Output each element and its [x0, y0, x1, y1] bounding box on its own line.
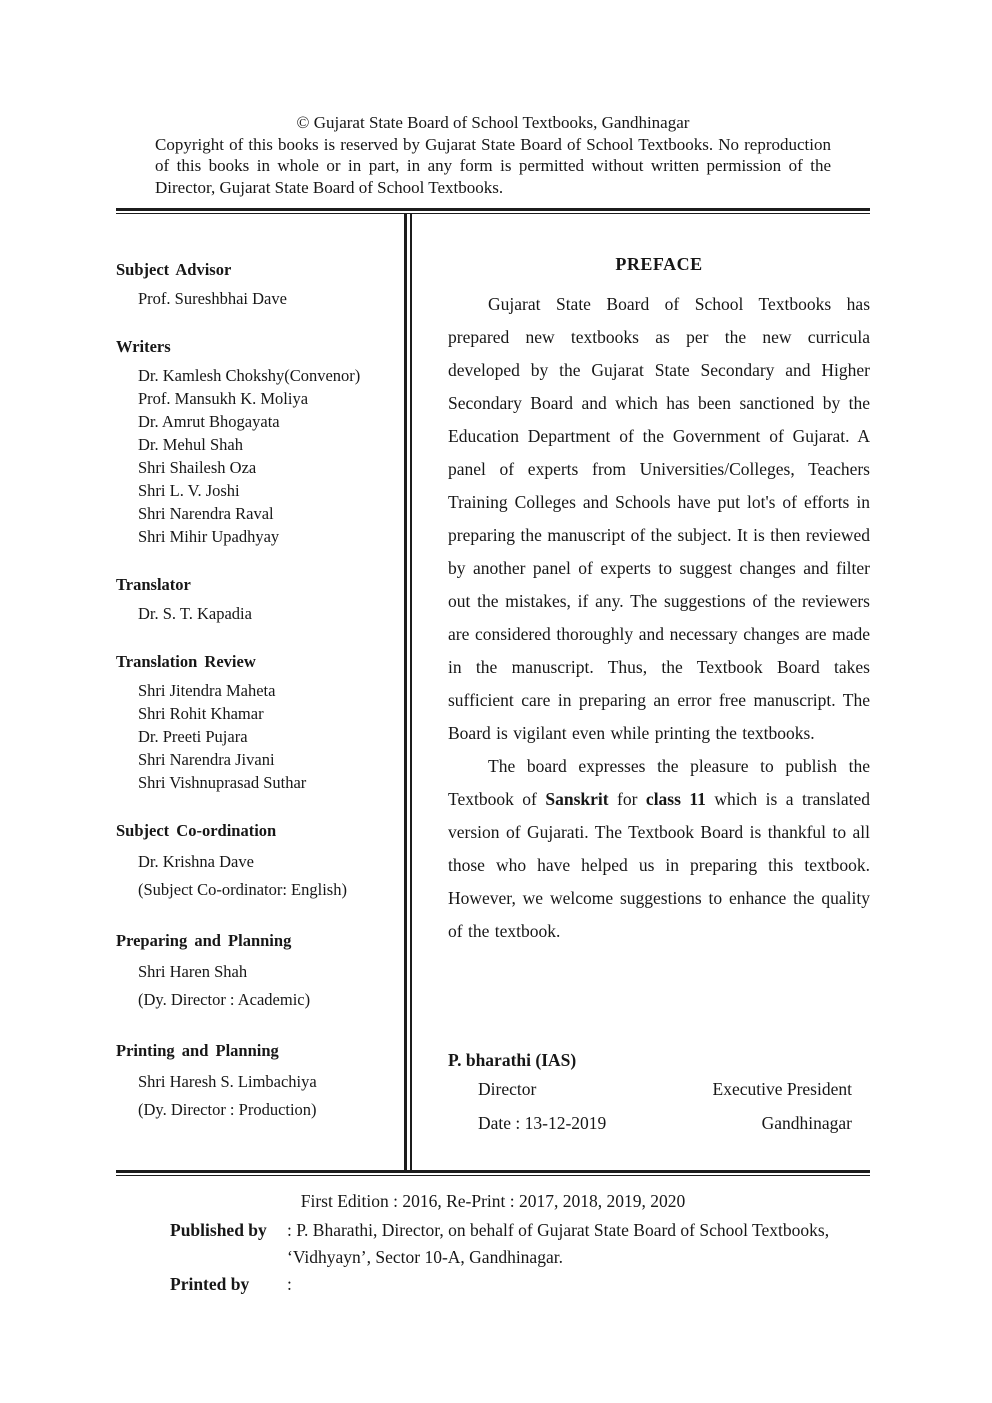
- section-translation-review: [116, 652, 400, 794]
- signature-place: Gandhinagar: [761, 1113, 852, 1133]
- section-heading: Printing and Planning: [116, 1041, 279, 1060]
- credit-item: Shri Mihir Upadhyay: [138, 527, 280, 546]
- executive-president-label: Executive President: [712, 1079, 852, 1099]
- signature-date: [448, 1107, 606, 1139]
- date-value: 13-12-2019: [524, 1113, 607, 1133]
- credit-item: (Subject Co-ordinator: English): [138, 880, 347, 899]
- preface-column: [412, 214, 870, 1170]
- credit-item: Shri Shailesh Oza: [138, 458, 257, 477]
- preface-paragraph-1: Gujarat State Board of School Textbooks has prepared new textbooks as per the new curricula developed by the Gujarat State Secondary and Higher Secondary Board and which has been sanctioned by the Education Department of the Government of Gujarat. A panel of experts from Universities/Colleges, Teachers Training Colleges and Schools have put lot's of efforts in preparing the manuscript of the subject. It is then reviewed by another panel of experts to suggest changes and filter out the mistakes, if any. The suggestions of the reviewers are considered thoroughly and necessary changes are made in the manuscript. Thus, the Textbook Board takes sufficient care in preparing an error free manuscript. The Board is vigilant even while printing the textbooks.: [448, 294, 870, 743]
- section-heading: Preparing and Planning: [116, 931, 292, 950]
- section-heading: Subject Co-ordination: [116, 821, 277, 840]
- signatory-name: P. bharathi (IAS): [448, 1050, 577, 1070]
- section-heading: Translator: [116, 575, 191, 594]
- credit-item: Dr. Amrut Bhogayata: [138, 412, 280, 431]
- section-printing-planning: [116, 1041, 400, 1124]
- credit-item: Dr. S. T. Kapadia: [138, 604, 252, 623]
- credit-item: Shri Narendra Raval: [138, 504, 274, 523]
- credit-item: Shri Jitendra Maheta: [138, 681, 276, 700]
- credit-item: (Dy. Director : Production): [138, 1100, 317, 1119]
- published-by-label: Published by: [170, 1220, 267, 1240]
- credit-item: Shri Haren Shah: [138, 962, 248, 981]
- signature-date-row: [448, 1107, 870, 1139]
- signature-roles-row: [448, 1073, 870, 1105]
- main-columns: [116, 214, 870, 1170]
- section-heading: Writers: [116, 337, 171, 356]
- credit-item: Prof. Mansukh K. Moliya: [138, 389, 309, 408]
- copyright-title: © Gujarat State Board of School Textbooks, Gandhinagar: [296, 113, 690, 132]
- credits-column: [116, 214, 404, 1170]
- section-heading: Subject Advisor: [116, 260, 232, 279]
- section-writers: [116, 337, 400, 548]
- signatory-role: Director: [478, 1079, 537, 1099]
- section-heading: Translation Review: [116, 652, 256, 671]
- credit-item: Shri Narendra Jivani: [138, 750, 275, 769]
- date-label: Date :: [478, 1113, 521, 1133]
- para2-text: for: [608, 789, 646, 809]
- signature-block: [448, 1050, 870, 1139]
- credit-item: (Dy. Director : Academic): [138, 990, 311, 1009]
- preface-title: PREFACE: [615, 254, 703, 274]
- para2-bold-class: class 11: [645, 789, 706, 809]
- printed-by-label: Printed by: [170, 1274, 250, 1294]
- published-by-text: : P. Bharathi, Director, on behalf of Gujarat State Board of School Textbooks, ‘Vidhyayn’, Sector 10-A, Gandhinagar.: [287, 1220, 830, 1267]
- preface-paragraph-2: [448, 750, 870, 948]
- credit-item: Shri L. V. Joshi: [138, 481, 240, 500]
- section-translator: [116, 575, 400, 625]
- printed-by-text: :: [287, 1274, 292, 1294]
- credit-item: Shri Vishnuprasad Suthar: [138, 773, 307, 792]
- credit-item: Prof. Sureshbhai Dave: [138, 289, 287, 308]
- credit-item: Shri Haresh S. Limbachiya: [138, 1072, 317, 1091]
- section-subject-advisor: [116, 260, 400, 310]
- credit-item: Dr. Krishna Dave: [138, 852, 254, 871]
- section-preparing-planning: [116, 931, 400, 1014]
- printed-by-row: [116, 1271, 870, 1298]
- column-divider-rule: [404, 214, 412, 1170]
- copyright-block: [155, 112, 831, 198]
- published-by-row: [116, 1217, 870, 1271]
- section-subject-coordination: [116, 821, 400, 904]
- copyright-body: Copyright of this books is reserved by Gujarat State Board of School Textbooks. No reproduction of this books in whole or in part, in any form is permitted without written permission of the Director, Gujarat State Board of School Textbooks.: [155, 134, 831, 197]
- para2-text: which is a translated version of Gujarati. The Textbook Board is thankful to all those who have helped us in preparing this textbook. However, we welcome suggestions to enhance the quality of the textbook.: [448, 789, 871, 941]
- credit-item: Dr. Mehul Shah: [138, 435, 243, 454]
- para2-text: The board expresses the pleasure to publish the Textbook of: [448, 756, 870, 809]
- edition-line: First Edition : 2016, Re-Print : 2017, 2018, 2019, 2020: [300, 1191, 686, 1211]
- credit-item: Dr. Preeti Pujara: [138, 727, 248, 746]
- credit-item: Shri Rohit Khamar: [138, 704, 264, 723]
- credit-item: Dr. Kamlesh Chokshy(Convenor): [138, 366, 361, 385]
- imprint-footer: [0, 1176, 992, 1298]
- para2-bold-sanskrit: Sanskrit: [545, 789, 609, 809]
